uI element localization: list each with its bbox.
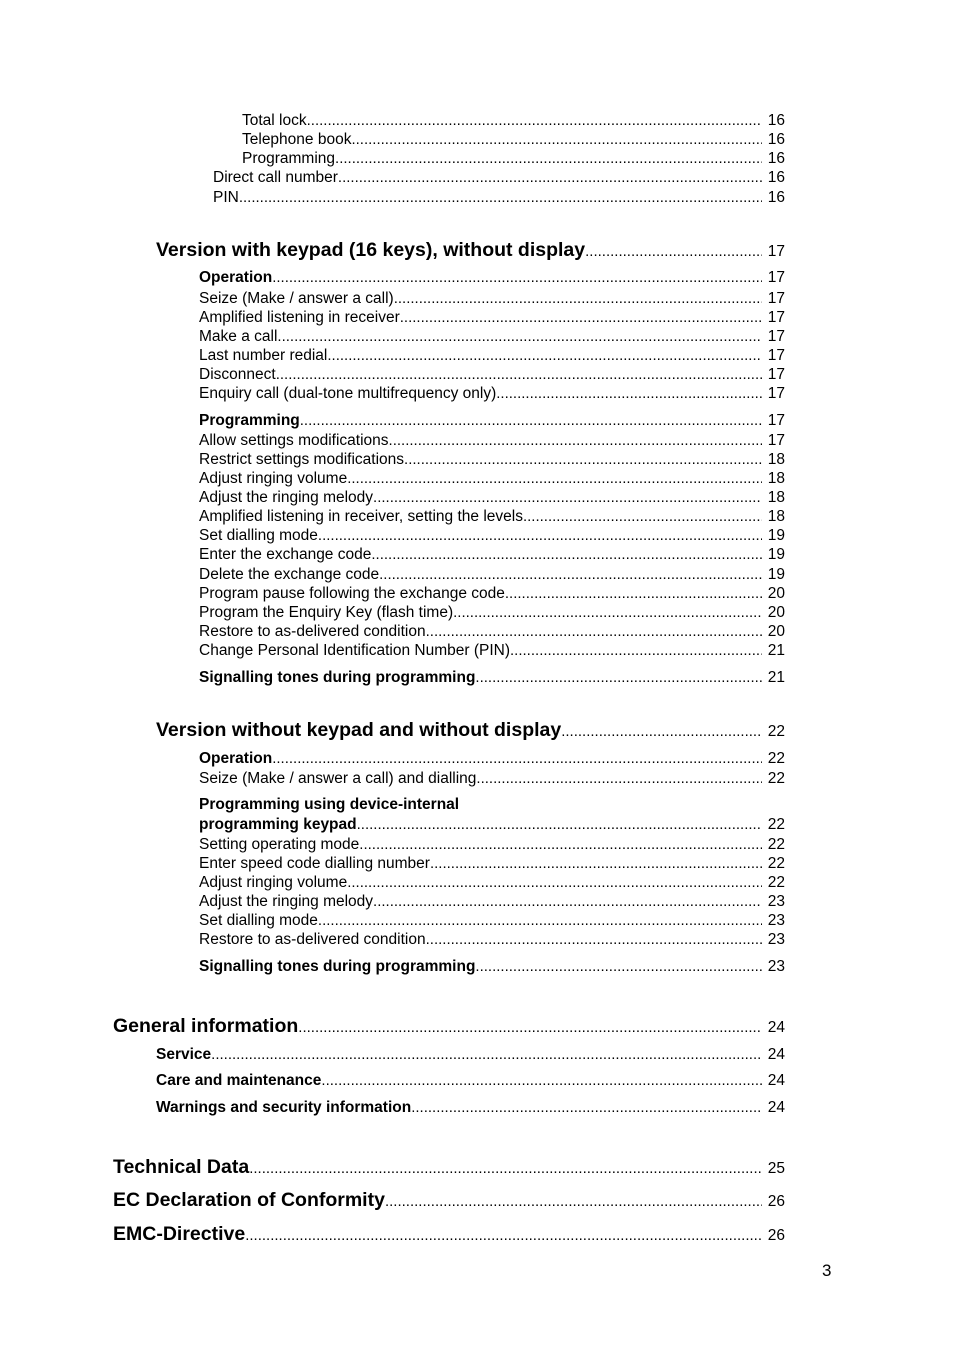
toc-page: 17	[767, 309, 785, 326]
toc-entry-enquiry-key[interactable]	[0, 604, 785, 622]
toc-label: Amplified listening in receiver, setting the levels	[199, 508, 523, 525]
dot-leader	[239, 189, 762, 206]
toc-entry-disconnect[interactable]	[0, 366, 785, 384]
toc-page: 16	[767, 131, 785, 148]
toc-label: Amplified listening in receiver	[199, 309, 400, 326]
toc-entry-warnings[interactable]	[0, 1099, 785, 1117]
toc-section-technical-data[interactable]	[0, 1156, 785, 1179]
dot-leader	[404, 451, 762, 468]
toc-entry-seize[interactable]	[0, 290, 785, 308]
toc-page: 22	[767, 750, 785, 767]
toc-label: Adjust ringing volume	[199, 874, 348, 891]
toc-page: 23	[767, 912, 785, 929]
toc-page: 24	[767, 1072, 785, 1089]
dot-leader	[505, 585, 762, 602]
dot-leader	[430, 855, 762, 872]
toc-entry-program-pause[interactable]	[0, 585, 785, 603]
toc-entry-programming-16[interactable]	[0, 412, 785, 430]
toc-entry-operation-v0[interactable]	[0, 750, 785, 768]
toc-page: 22	[767, 723, 785, 740]
toc-label: Warnings and security information	[156, 1099, 412, 1116]
toc-label: Program pause following the exchange code	[199, 585, 505, 602]
toc-label: Seize (Make / answer a call) and dialling	[199, 770, 477, 787]
toc-entry-signalling-tones-v0[interactable]	[0, 958, 785, 976]
toc-label: Program the Enquiry Key (flash time)	[199, 604, 454, 621]
toc-label: Programming	[199, 412, 300, 429]
dot-leader	[300, 412, 762, 429]
toc-label: Adjust the ringing melody	[199, 893, 374, 910]
toc-label: Make a call	[199, 328, 278, 345]
toc-page: 16	[767, 169, 785, 186]
dot-leader	[272, 269, 762, 286]
toc-entry-restore-v0[interactable]	[0, 931, 785, 949]
toc-entry-signalling-tones[interactable]	[0, 669, 785, 687]
dot-leader	[496, 385, 762, 402]
toc-entry-restore[interactable]	[0, 623, 785, 641]
toc-label: Care and maintenance	[156, 1072, 322, 1089]
toc-heading-programming-internal: Programming using device-internal	[199, 796, 460, 813]
dot-leader	[335, 150, 762, 167]
toc-label: Delete the exchange code	[199, 566, 380, 583]
toc-label: Restrict settings modifications	[199, 451, 405, 468]
toc-entry-telephone-book[interactable]	[0, 131, 785, 149]
toc-page: 17	[767, 412, 785, 429]
toc-page: 16	[767, 189, 785, 206]
toc-label: Version without keypad and without display	[156, 719, 562, 741]
dot-leader	[321, 1072, 761, 1089]
dot-leader	[359, 836, 761, 853]
toc-entry-make-call[interactable]	[0, 328, 785, 346]
toc-page: 20	[767, 604, 785, 621]
toc-page: 17	[767, 290, 785, 307]
dot-leader	[351, 131, 761, 148]
dot-leader	[318, 527, 762, 544]
toc-page: 18	[767, 508, 785, 525]
toc-label: Allow settings modifications	[199, 432, 389, 449]
toc-entry-dialling-mode[interactable]	[0, 527, 785, 545]
toc-entry-ringing-melody[interactable]	[0, 489, 785, 507]
toc-label: Enquiry call (dual-tone multifrequency only)	[199, 385, 497, 402]
toc-label: EMC-Directive	[113, 1223, 246, 1245]
toc-page: 22	[767, 770, 785, 787]
toc-label: Restore to as-delivered condition	[199, 623, 426, 640]
dot-leader	[298, 1019, 761, 1036]
toc-label: General information	[113, 1015, 299, 1037]
dot-leader	[307, 112, 762, 129]
toc-entry-last-number-redial[interactable]	[0, 347, 785, 365]
toc-page: 21	[767, 669, 785, 686]
dot-leader	[277, 328, 761, 345]
dot-leader	[475, 958, 761, 975]
toc-label: EC Declaration of Conformity	[113, 1189, 385, 1211]
toc-label: Set dialling mode	[199, 912, 318, 929]
dot-leader	[371, 546, 761, 563]
toc-label: Direct call number	[213, 169, 338, 186]
toc-page: 18	[767, 489, 785, 506]
toc-page: 25	[767, 1160, 785, 1177]
toc-label: Signalling tones during programming	[199, 958, 476, 975]
toc-entry-programming[interactable]	[0, 150, 785, 168]
toc-page: 23	[767, 931, 785, 948]
toc-section-general-information[interactable]	[0, 1015, 785, 1038]
dot-leader	[347, 470, 762, 487]
toc-section-emc-directive[interactable]	[0, 1223, 785, 1246]
dot-leader	[400, 309, 762, 326]
dot-leader	[394, 290, 762, 307]
toc-entry-dialling-mode-v0[interactable]	[0, 912, 785, 930]
toc-page: 22	[767, 874, 785, 891]
toc-section-version-no-keypad[interactable]	[0, 719, 785, 742]
toc-entry-delete-exchange-code[interactable]	[0, 566, 785, 584]
toc-page: 22	[767, 836, 785, 853]
toc-page: 17	[767, 243, 785, 260]
toc-label: Signalling tones during programming	[199, 669, 476, 686]
toc-entry-ringing-volume-v0[interactable]	[0, 874, 785, 892]
toc-page: 19	[767, 527, 785, 544]
dot-leader	[385, 1193, 762, 1210]
toc-label: Telephone book	[242, 131, 352, 148]
toc-label: Enter speed code dialling number	[199, 855, 430, 872]
toc-page: 20	[767, 585, 785, 602]
toc-page: 17	[767, 432, 785, 449]
dot-leader	[373, 489, 762, 506]
toc-label: Technical Data	[113, 1156, 250, 1178]
dot-leader	[245, 1227, 762, 1244]
toc-entry-total-lock[interactable]	[0, 112, 785, 130]
toc-label: Version with keypad (16 keys), without display	[156, 239, 586, 261]
toc-page: 17	[767, 347, 785, 364]
toc-entry-ringing-volume[interactable]	[0, 470, 785, 488]
toc-entry-amplified-listening[interactable]	[0, 309, 785, 327]
toc-page: 19	[767, 546, 785, 563]
toc-page: 26	[767, 1193, 785, 1210]
toc-label: Set dialling mode	[199, 527, 318, 544]
toc-entry-operation[interactable]	[0, 269, 785, 287]
toc-page: 17	[767, 366, 785, 383]
toc-label: Operation	[199, 750, 273, 767]
toc-entry-pin[interactable]	[0, 189, 785, 207]
dot-leader	[318, 912, 762, 929]
toc-label: Adjust the ringing melody	[199, 489, 374, 506]
dot-leader	[453, 604, 762, 621]
dot-leader	[347, 874, 762, 891]
toc-page: 19	[767, 566, 785, 583]
dot-leader	[475, 669, 761, 686]
toc-page: 22	[767, 855, 785, 872]
dot-leader	[426, 931, 762, 948]
toc-label: Operation	[199, 269, 273, 286]
dot-leader	[510, 642, 762, 659]
toc-page: 18	[767, 470, 785, 487]
toc-entry-amplified-levels[interactable]	[0, 508, 785, 526]
toc-entry-service[interactable]	[0, 1046, 785, 1064]
toc-label: Disconnect	[199, 366, 276, 383]
toc-entry-allow-settings[interactable]	[0, 432, 785, 450]
toc-label: Service	[156, 1046, 212, 1063]
toc-page: 26	[767, 1227, 785, 1244]
toc-entry-enquiry-call[interactable]	[0, 385, 785, 403]
dot-leader	[373, 893, 762, 910]
toc-entry-enter-exchange-code[interactable]	[0, 546, 785, 564]
toc-page: 17	[767, 269, 785, 286]
toc-entry-restrict-settings[interactable]	[0, 451, 785, 469]
toc-label: programming keypad	[199, 816, 357, 833]
toc-label: Adjust ringing volume	[199, 470, 348, 487]
toc-page: 17	[767, 328, 785, 345]
dot-leader	[561, 723, 762, 740]
toc-entry-ringing-melody-v0[interactable]	[0, 893, 785, 911]
toc-section-ec-declaration[interactable]	[0, 1189, 785, 1212]
toc-page: 24	[767, 1046, 785, 1063]
dot-leader	[249, 1160, 762, 1177]
dot-leader	[523, 508, 762, 525]
toc-section-version-16-keys[interactable]	[0, 239, 785, 262]
toc-entry-direct-call-number[interactable]	[0, 169, 785, 187]
dot-leader	[411, 1099, 762, 1116]
dot-leader	[357, 816, 762, 833]
toc-page: 18	[767, 451, 785, 468]
toc-page: 21	[767, 642, 785, 659]
toc-entry-change-pin[interactable]	[0, 642, 785, 660]
toc-label: Enter the exchange code	[199, 546, 372, 563]
dot-leader	[379, 566, 762, 583]
dot-leader	[276, 366, 762, 383]
dot-leader	[211, 1046, 762, 1063]
toc-label: Programming	[242, 150, 336, 167]
toc-page: 23	[767, 893, 785, 910]
toc-label: Setting operating mode	[199, 836, 360, 853]
toc-label: Total lock	[242, 112, 307, 129]
toc-page: 23	[767, 958, 785, 975]
toc-page: 16	[767, 150, 785, 167]
toc-entry-speed-code[interactable]	[0, 855, 785, 873]
toc-entry-seize-dialling[interactable]	[0, 770, 785, 788]
toc-entry-programming-keypad[interactable]	[0, 816, 785, 834]
dot-leader	[327, 347, 761, 364]
toc-page: 24	[767, 1019, 785, 1036]
dot-leader	[476, 770, 761, 787]
toc-label: Restore to as-delivered condition	[199, 931, 426, 948]
toc-page: 16	[767, 112, 785, 129]
toc-label: PIN	[213, 189, 239, 206]
dot-leader	[338, 169, 762, 186]
toc-label: Change Personal Identification Number (PIN)	[199, 642, 511, 659]
dot-leader	[272, 750, 762, 767]
toc-page: 22	[767, 816, 785, 833]
dot-leader	[426, 623, 762, 640]
toc-page: 17	[767, 385, 785, 402]
toc-page: 24	[767, 1099, 785, 1116]
toc-label: Seize (Make / answer a call)	[199, 290, 394, 307]
toc-entry-care-maintenance[interactable]	[0, 1072, 785, 1090]
dot-leader	[389, 432, 762, 449]
page-number: 3	[822, 1261, 832, 1280]
toc-page: 20	[767, 623, 785, 640]
toc-entry-operating-mode[interactable]	[0, 836, 785, 854]
dot-leader	[585, 243, 762, 260]
toc-label: Last number redial	[199, 347, 328, 364]
